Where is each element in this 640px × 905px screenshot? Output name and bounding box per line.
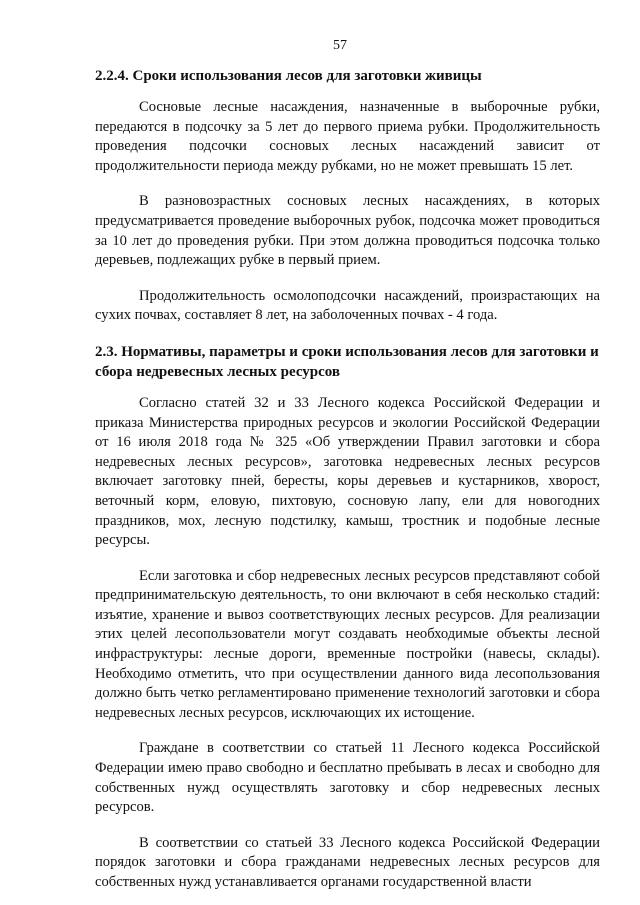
paragraph: Если заготовка и сбор недревесных лесных ресурсов представляют собой предпринимательскую деятельность, то они включают в себя несколько стадий: изъятие, хранение и вывоз соответствующих лесных ресурсов. Для реализации этих целей лесопользователи могут создавать необходимые объекты лесной инфраструктуры: лесные дороги, временные постройки (навесы, склады). Необходимо отметить, что при осуществлении данного вида лесопользования должно быть четко регламентировано применение технологий заготовки и сбора недревесных лесных ресурсов, исключающих их истощение. <box>95 567 600 721</box>
page-number: 57 <box>333 38 347 53</box>
paragraph: В разновозрастных сосновых лесных насаждениях, в которых предусматривается проведение выборочных рубок, подсочка может проводиться за 10 лет до проведения рубки. При этом должна проводиться подсочка только деревьев, подлежащих рубке в первый прием. <box>95 193 600 269</box>
paragraph: Сосновые лесные насаждения, назначенные в выборочные рубки, передаются в подсочку за 5 лет до первого приема рубки. Продолжительность проведения подсочки сосновых лесных насаждений зависит от продолжительности периода между рубками, но не может превышать 15 лет. <box>95 99 600 174</box>
paragraph: В соответствии со статьей 33 Лесного кодекса Российской Федерации порядок заготовки и сбора гражданами недревесных лесных ресурсов для собственных нужд устанавливается органами государственной власти <box>95 834 600 890</box>
paragraph: Согласно статей 32 и 33 Лесного кодекса Российской Федерации и приказа Министерства природных ресурсов и экологии Российской Федерации от 16 июля 2018 года № 325 «Об утверждении Правил заготовки и сбора недревесных лесных ресурсов», заготовка недревесных лесных ресурсов включает заготовку пней, бересты, коры деревьев и кустарников, хворост, веточный корм, еловую, пихтовую, сосновую лапу, ели для новогодних праздников, мох, лесную подстилку, камыш, тростник и подобные лесные ресурсы. <box>95 394 600 549</box>
paragraph: Продолжительность осмолоподсочки насаждений, произрастающих на сухих почвах, составляет 8 лет, на заболоченных почвах - 4 года. <box>95 287 600 324</box>
page-content <box>95 66 600 893</box>
section-heading-2-2-4: 2.2.4. Сроки использования лесов для заготовки живицы <box>95 68 482 84</box>
paragraph: Граждане в соответствии со статьей 11 Лесного кодекса Российской Федерации имею право свободно и бесплатно пребывать в лесах и свободно для собственных нужд осуществлять заготовку и сбор недревесных лесных ресурсов. <box>95 740 600 816</box>
section-heading-2-3: 2.3. Нормативы, параметры и сроки использования лесов для заготовки и сбора недревесных лесных ресурсов <box>95 343 599 380</box>
